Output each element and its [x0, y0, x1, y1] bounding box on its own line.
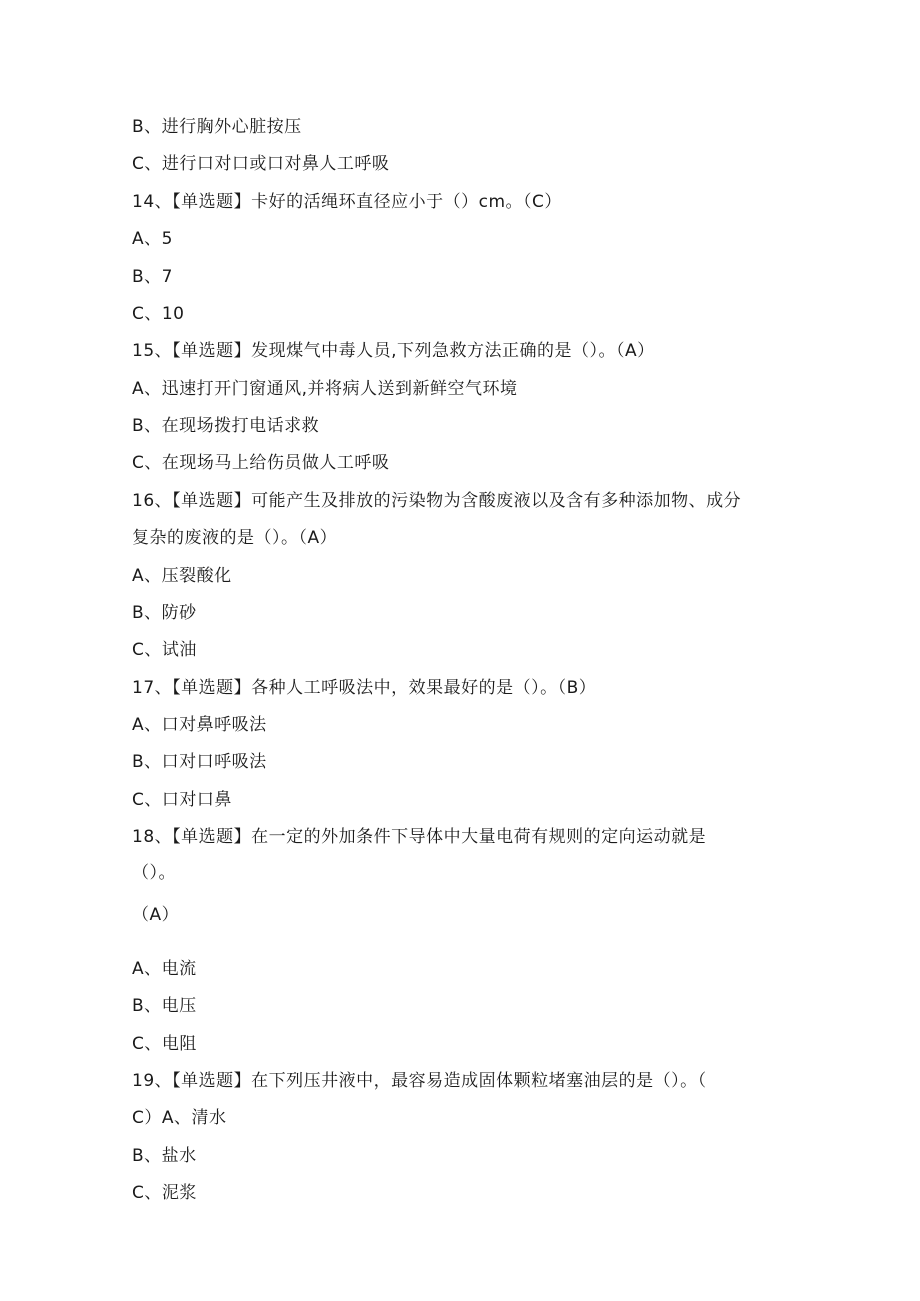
question-19: 19、【单选题】在下列压井液中，最容易造成固体颗粒堵塞油层的是（）。（ — [132, 1071, 707, 1091]
question-18: 18、【单选题】在一定的外加条件下导体中大量电荷有规则的定向运动就是 — [132, 827, 707, 847]
option-line: C、试油 — [132, 640, 197, 660]
option-line: A、迅速打开门窗通风,并将病人送到新鲜空气环境 — [132, 379, 518, 399]
option-line: A、电流 — [132, 959, 197, 979]
option-line: A、口对鼻呼吸法 — [132, 715, 267, 735]
question-16: 16、【单选题】可能产生及排放的污染物为含酸废液以及含有多种添加物、成分 — [132, 491, 742, 511]
answer-line: （A） — [132, 905, 180, 925]
option-line: B、口对口呼吸法 — [132, 752, 267, 772]
option-line: B、电压 — [132, 996, 197, 1016]
question-14: 14、【单选题】卡好的活绳环直径应小于（）cm。（C） — [132, 192, 562, 212]
option-line: B、盐水 — [132, 1146, 197, 1166]
question-15: 15、【单选题】发现煤气中毒人员,下列急救方法正确的是（）。（A） — [132, 341, 655, 361]
option-line: A、5 — [132, 229, 173, 249]
question-18-continued: （）。 — [132, 863, 176, 883]
option-line: B、防砂 — [132, 603, 197, 623]
option-line: B、7 — [132, 267, 173, 287]
option-line: C、泥浆 — [132, 1183, 197, 1203]
option-line: C、口对口鼻 — [132, 790, 232, 810]
question-16-continued: 复杂的废液的是（）。（A） — [132, 528, 338, 548]
question-17: 17、【单选题】各种人工呼吸法中，效果最好的是（）。（B） — [132, 678, 597, 698]
text-line: C、进行口对口或口对鼻人工呼吸 — [132, 154, 390, 174]
question-19-continued: C）A、清水 — [132, 1108, 227, 1128]
option-line: B、在现场拨打电话求救 — [132, 416, 320, 436]
option-line: A、压裂酸化 — [132, 566, 232, 586]
option-line: C、在现场马上给伤员做人工呼吸 — [132, 453, 390, 473]
option-line: C、10 — [132, 304, 185, 324]
option-line: C、电阻 — [132, 1034, 197, 1054]
text-line: B、进行胸外心脏按压 — [132, 117, 302, 137]
